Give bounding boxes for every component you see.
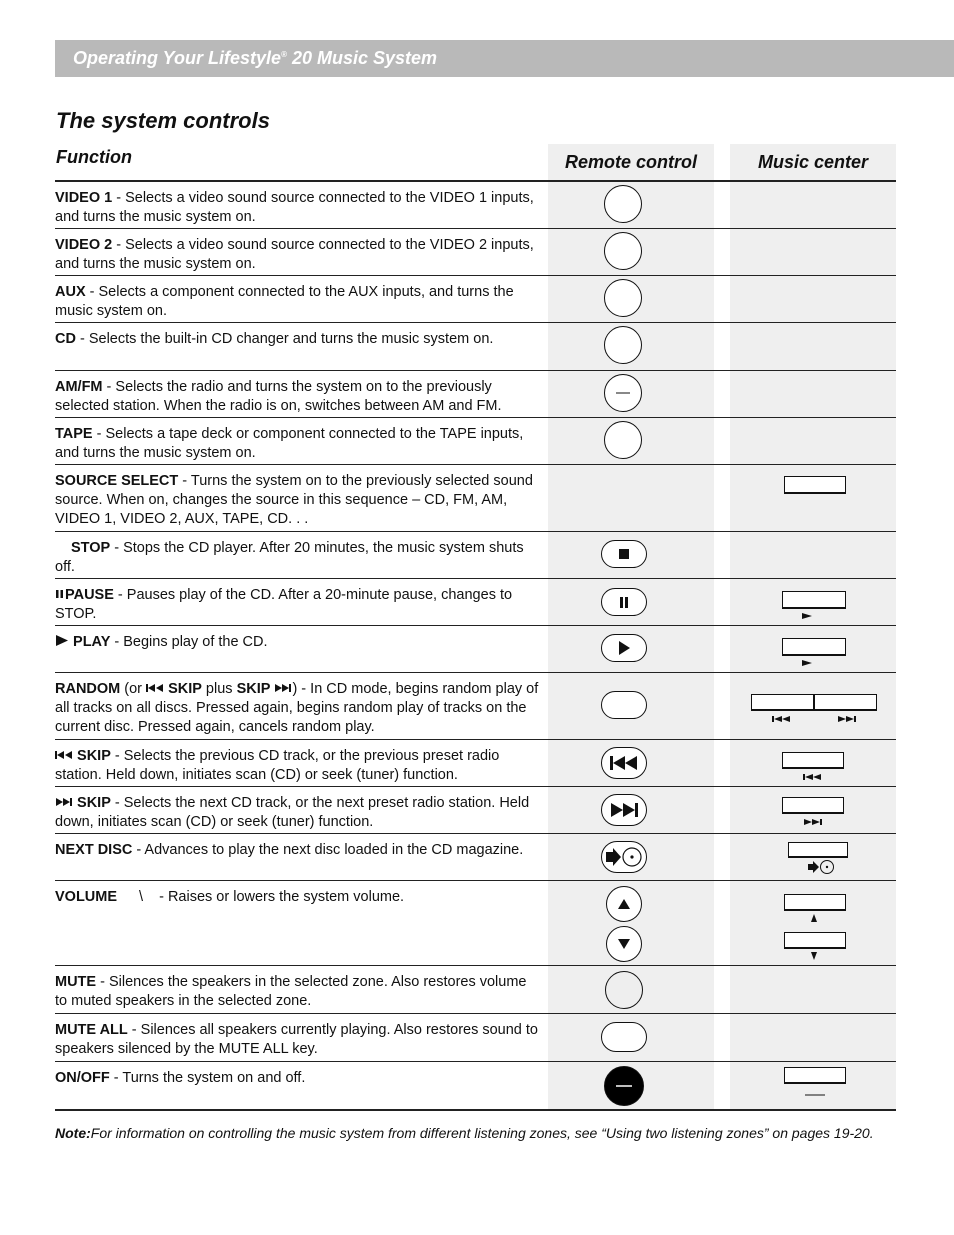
remote-cell: [548, 834, 714, 880]
remote-cell: [548, 371, 714, 417]
play-mini-icon: [801, 612, 813, 620]
cd-button-icon: [604, 326, 642, 364]
on-off-key-icon: [784, 1067, 846, 1084]
skip-back-mini-icon: [772, 715, 792, 723]
volume-down-key-icon: [784, 932, 846, 949]
column-header-remote: Remote control: [564, 152, 697, 172]
on-off-mini-icon: [804, 1092, 826, 1098]
column-header-function: Function: [56, 147, 132, 167]
section-title: The system controls: [56, 108, 270, 133]
table-row-volume: [55, 881, 896, 966]
table-row-amfm: [55, 371, 896, 418]
row-description: ON/OFF - Turns the system on and off.: [55, 1070, 306, 1086]
play-icon: [55, 635, 69, 646]
row-description: SKIP - Selects the next CD track, or the next preset radio station. Held down, initiates scan (CD) or seek (tuner) function.: [55, 795, 530, 830]
center-cell: [730, 626, 896, 672]
remote-cell: [548, 1062, 714, 1109]
table-row-mute: [55, 966, 896, 1014]
table-row-mute-all: [55, 1014, 896, 1062]
table-row-skip-back: [55, 740, 896, 787]
volume-down-button-icon: [606, 926, 642, 962]
center-cell: [730, 834, 896, 880]
row-description: PLAY - Begins play of the CD.: [55, 633, 539, 652]
skip-back-mini-icon: [803, 773, 823, 781]
stop-button-icon: [601, 540, 647, 568]
on-off-button-icon: [604, 1066, 644, 1106]
pause-key-icon: [782, 591, 846, 609]
remote-cell: [548, 881, 714, 965]
pause-button-icon: [601, 588, 647, 616]
remote-cell: [548, 1014, 714, 1061]
table-row-next-disc: [55, 834, 896, 881]
row-description: VIDEO 2 - Selects a video sound source connected to the VIDEO 2 inputs, and turns the music system on.: [55, 237, 534, 272]
row-description: AUX - Selects a component connected to the AUX inputs, and turns the music system on.: [55, 284, 514, 319]
row-description: STOP - Stops the CD player. After 20 minutes, the music system shuts off.: [55, 540, 524, 575]
center-cell: [730, 787, 896, 833]
row-description: NEXT DISC - Advances to play the next disc loaded in the CD magazine.: [55, 842, 524, 858]
next-disc-mini-icon: [807, 859, 835, 875]
remote-cell: [548, 673, 714, 739]
skip-forward-key-icon: [782, 797, 844, 814]
table-row-aux: [55, 276, 896, 323]
volume-up-mini-icon: [810, 913, 818, 923]
remote-cell: [548, 626, 714, 672]
skip-back-key-icon: [751, 694, 814, 711]
center-cell: [730, 740, 896, 786]
remote-cell: [548, 532, 714, 578]
header-title: Operating Your Lifestyle® 20 Music System: [73, 48, 438, 68]
amfm-button-icon: [604, 374, 642, 412]
skip-back-button-icon: [601, 747, 647, 779]
footnote: Note:For information on controlling the music system from different listening zones, see “Using two listening zones” on pages 19-20.: [55, 1125, 874, 1141]
center-cell: [730, 465, 896, 531]
center-cell: [730, 881, 896, 965]
next-disc-button-icon: [601, 841, 647, 873]
skip-back-icon: [146, 683, 164, 693]
row-description: TAPE - Selects a tape deck or component connected to the TAPE inputs, and turns the music system on.: [55, 426, 524, 461]
table-row-cd: [55, 323, 896, 371]
table-row-pause: [55, 579, 896, 626]
row-description: CD - Selects the built-in CD changer and turns the music system on.: [55, 331, 494, 347]
row-description: VOLUME \ - Raises or lowers the system volume.: [55, 889, 405, 905]
remote-cell: [548, 418, 714, 464]
pause-icon: [55, 589, 65, 599]
aux-button-icon: [604, 279, 642, 317]
volume-down-mini-icon: [810, 951, 818, 961]
volume-up-key-icon: [784, 894, 846, 911]
remote-cell: [548, 229, 714, 275]
center-cell: [730, 579, 896, 625]
table-row-on-off: [55, 1062, 896, 1111]
table-row-video2: [55, 229, 896, 276]
row-description: MUTE - Silences the speakers in the selected zone. Also restores volume to muted speakers in the selected zone.: [55, 974, 527, 1009]
skip-forward-icon: [55, 797, 73, 807]
skip-back-key-icon: [782, 752, 844, 769]
skip-forward-button-icon: [601, 794, 647, 826]
row-description: PAUSE - Pauses play of the CD. After a 20-minute pause, changes to STOP.: [55, 587, 513, 622]
skip-forward-mini-icon: [803, 818, 823, 826]
table-row-play: [55, 626, 896, 673]
remote-cell: [548, 182, 714, 228]
header-bar: [55, 40, 954, 77]
row-description: MUTE ALL - Silences all speakers currently playing. Also restores sound to speakers silenced by the MUTE ALL key.: [55, 1022, 538, 1057]
skip-back-icon: [55, 750, 73, 760]
tape-button-icon: [604, 421, 642, 459]
remote-cell: [548, 276, 714, 322]
video2-button-icon: [604, 232, 642, 270]
play-key-icon: [782, 638, 846, 656]
row-description: SKIP - Selects the previous CD track, or the previous preset radio station. Held down, initiates scan (CD) or seek (tuner) function.: [55, 748, 500, 783]
remote-cell: [548, 323, 714, 370]
row-description: SOURCE SELECT - Turns the system on to the previously selected sound source. When on, changes the source in this sequence – CD, FM, AM, VIDEO 1, VIDEO 2, AUX, TAPE, CD. . .: [55, 473, 533, 527]
remote-cell: [548, 966, 714, 1013]
mute-button-icon: [605, 971, 643, 1009]
play-mini-icon: [801, 659, 813, 667]
skip-forward-key-icon: [814, 694, 877, 711]
column-header-center: Music center: [757, 152, 869, 172]
remote-cell: [548, 787, 714, 833]
next-disc-key-icon: [788, 842, 848, 858]
remote-cell: [548, 579, 714, 625]
mute-all-button-icon: [601, 1022, 647, 1052]
play-button-icon: [601, 634, 647, 662]
source-select-key-icon: [784, 476, 846, 494]
center-cell: [730, 673, 896, 739]
volume-up-button-icon: [606, 886, 642, 922]
row-description: VIDEO 1 - Selects a video sound source connected to the VIDEO 1 inputs, and turns the music system on.: [55, 190, 534, 225]
table-row-skip-forward: [55, 787, 896, 834]
table-row-source-select: [55, 465, 896, 532]
table-row-random: [55, 673, 896, 740]
center-cell: [730, 1062, 896, 1109]
row-description: AM/FM - Selects the radio and turns the system on to the previously selected station. When the radio is on, switches between AM and FM.: [55, 379, 502, 414]
table-row-stop: [55, 532, 896, 579]
skip-forward-mini-icon: [837, 715, 857, 723]
table-row-video1: [55, 182, 896, 229]
row-description: RANDOM (or SKIP plus SKIP ) - In CD mode, begins random play of all tracks on all discs. Pressed again, begins random play of tracks on the current disc. Pressed again, cancels random play.: [55, 681, 539, 735]
skip-forward-icon: [274, 683, 292, 693]
remote-cell: [548, 740, 714, 786]
video1-button-icon: [604, 185, 642, 223]
random-button-icon: [601, 691, 647, 719]
table-row-tape: [55, 418, 896, 465]
